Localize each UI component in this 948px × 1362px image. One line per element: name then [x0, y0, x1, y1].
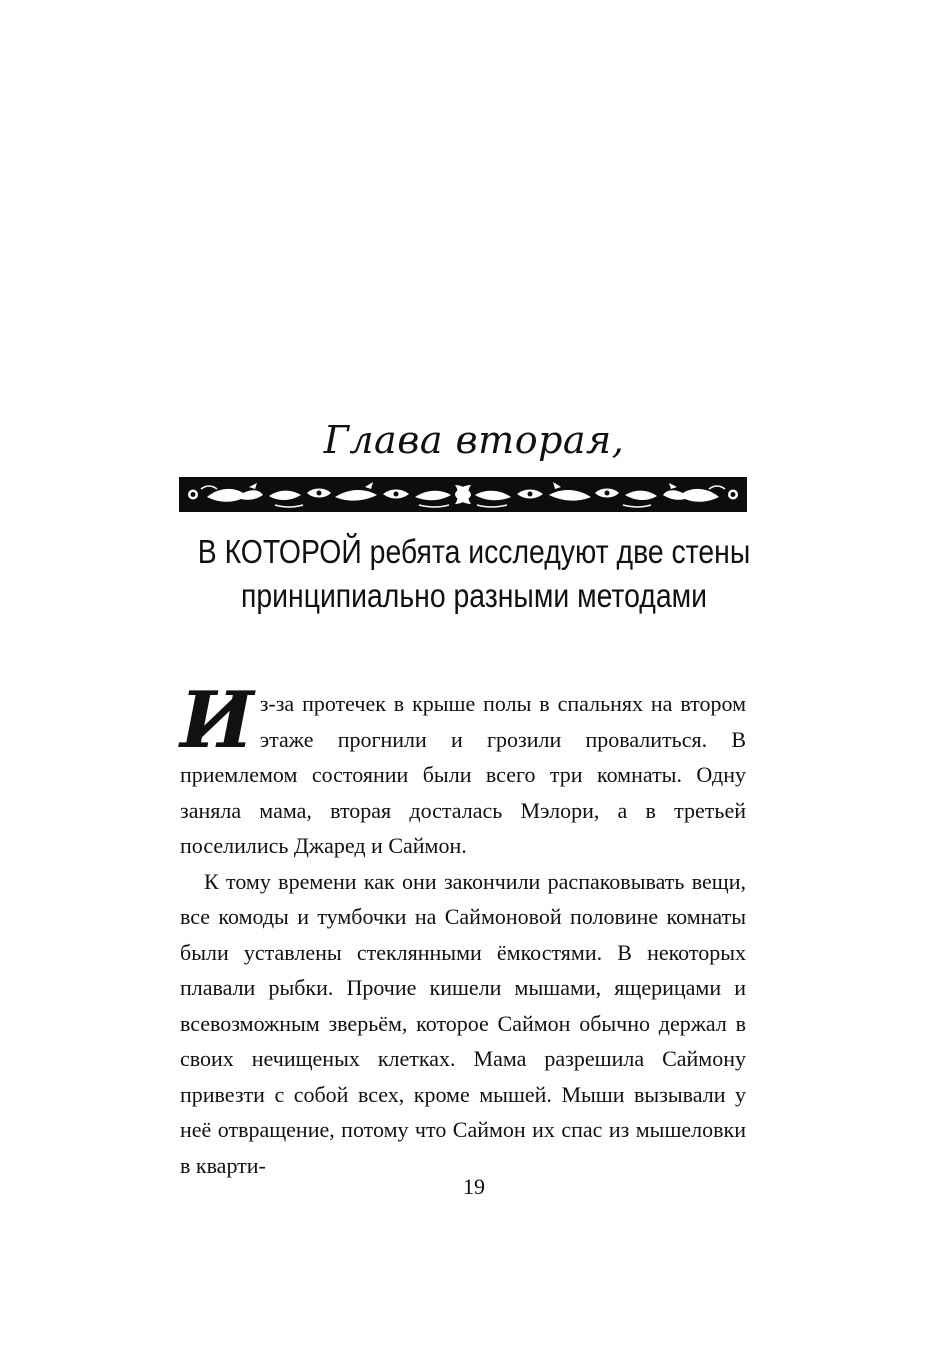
paragraph-1-text: з-за протечек в крыше полы в спальнях на втором этаже прогнили и грозили провалиться. В приемлемом состоянии были всего три комнаты. Одну заняла мама, вторая досталась Мэлори, а в третьей поселились Джаред и Саймон. [180, 691, 746, 858]
ornament-band-icon [179, 477, 747, 512]
drop-cap: И [180, 675, 254, 766]
paragraph-1 [180, 675, 746, 864]
chapter-title: Глава вторая, [323, 418, 625, 462]
chapter-subtitle [66, 530, 881, 618]
body-text [180, 675, 746, 1183]
subtitle-line-2: принципиально разными методами [241, 577, 707, 614]
paragraph-2: К тому времени как они закончили распаковывать вещи, все комоды и тумбочки на Саймоновой половине комнаты были уставлены стеклянными ёмкостями. В некоторых плавали рыбки. Прочие кишели мышами, ящерицами и всевозможным зверьём, которое Саймон обычно держал в своих нечищеных клетках. Мама разрешила Саймону привезти с собой всех, кроме мышей. Мыши вызывали у неё отвращение, потому что Саймон их спас из мышеловки в кварти- [180, 868, 746, 1178]
page-number: 19 [463, 1174, 485, 1199]
subtitle-line-1: В КОТОРОЙ ребята исследуют две стены [197, 533, 751, 570]
